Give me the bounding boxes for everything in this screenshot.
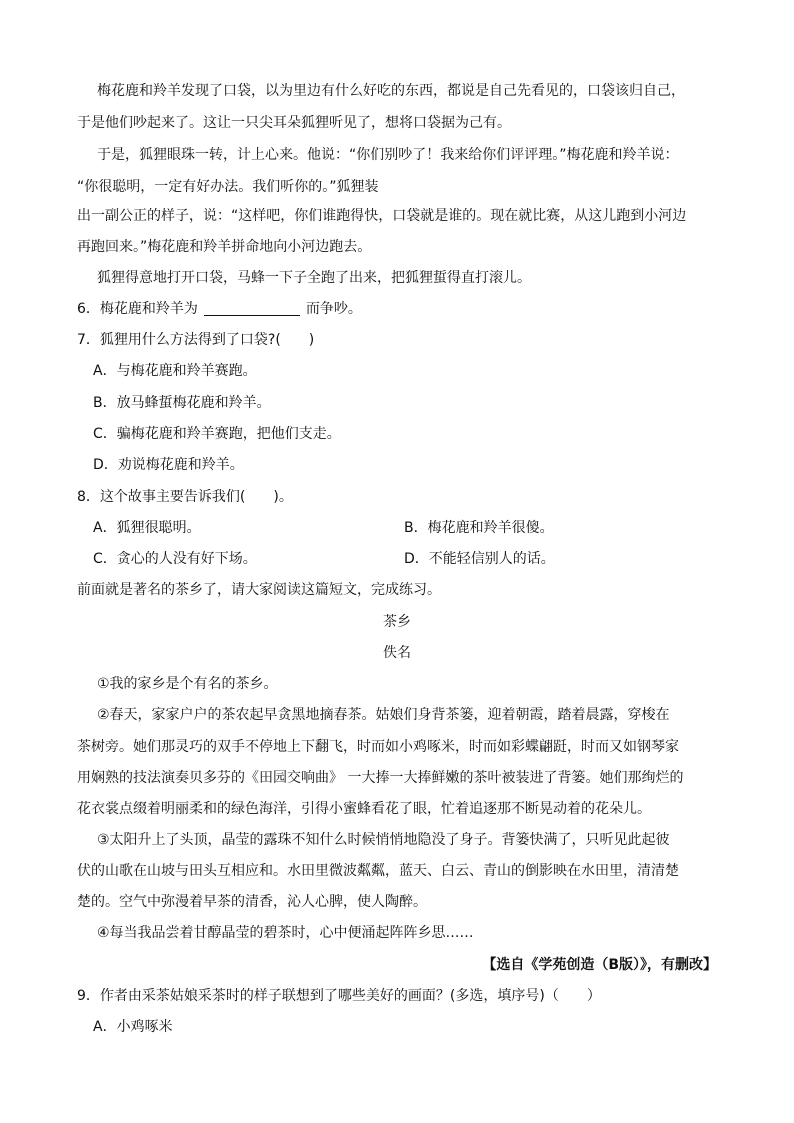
article-line: 楚的。空气中弥漫着早茶的清香，沁人心脾，使人陶醉。 — [77, 894, 427, 910]
story-line: “你很聪明，一定有好办法。我们听你的。”狐狸装 — [77, 179, 379, 195]
article-line: ①我的家乡是个有名的茶乡。 — [97, 676, 278, 692]
question-8-option-b: B．梅花鹿和羚羊很傻。 — [404, 520, 554, 536]
article-source: 【选自《学苑创造（B版）》，有删改】 — [482, 957, 717, 973]
answer-blank[interactable] — [204, 301, 300, 316]
story-line: 再跑回来。”梅花鹿和羚羊拼命地向小河边跑去。 — [77, 239, 372, 255]
article-line: 伏的山歌在山坡与田头互相应和。水田里微波粼粼，蓝天、白云、青山的倒影映在水田里，清清楚 — [77, 863, 679, 879]
story-line: 出一副公正的样子，说：“这样吧，你们谁跑得快，口袋就是谁的。现在就比赛，从这儿跑到小河边 — [77, 208, 687, 224]
article-line: ②春天，家家户户的茶农起早贪黑地摘春茶。姑娘们身背茶篓，迎着朝霞，踏着晨露，穿梭在 — [97, 707, 670, 723]
question-6-suffix: 而争吵。 — [305, 301, 362, 317]
reading-intro: 前面就是著名的茶乡了，请大家阅读这篇短文，完成练习。 — [77, 582, 441, 598]
story-line: 于是他们吵起来了。这让一只尖耳朵狐狸听见了，想将口袋据为己有。 — [77, 115, 511, 131]
question-6 — [77, 299, 362, 319]
story-line: 于是，狐狸眼珠一转，计上心来。他说：“你们别吵了！我来给你们评评理。”梅花鹿和羚羊说： — [97, 147, 679, 163]
question-7-option-d: D．劝说梅花鹿和羚羊。 — [93, 457, 244, 473]
article-line: ③太阳升上了头顶，晶莹的露珠不知什么时候悄悄地隐没了身子。背篓快满了，只听见此起彼 — [97, 832, 670, 848]
question-8-option-a: A．狐狸很聪明。 — [93, 520, 201, 536]
question-8-option-d: D．不能轻信别人的话。 — [404, 551, 555, 567]
question-7-option-c: C．骗梅花鹿和羚羊赛跑，把他们支走。 — [93, 426, 341, 442]
article-line: 用娴熟的技法演奏贝多芬的《田园交响曲》 一大捧一大捧鲜嫩的茶叶被装进了背篓。她们那绚烂的 — [77, 770, 684, 786]
article-author: 佚名 — [383, 645, 411, 661]
question-7-option-a: A．与梅花鹿和羚羊赛跑。 — [93, 363, 257, 379]
question-8-stem: 8．这个故事主要告诉我们( )。 — [77, 489, 293, 505]
article-title: 茶乡 — [383, 614, 411, 630]
article-line: ④每当我品尝着甘醇晶莹的碧茶时，心中便涌起阵阵乡思…… — [97, 925, 474, 941]
question-7-option-b: B．放马蜂蜇梅花鹿和羚羊。 — [93, 395, 271, 411]
question-6-prefix: 6．梅花鹿和羚羊为 — [77, 301, 198, 317]
article-line: 花衣裳点缀着明丽柔和的绿色海洋，引得小蜜蜂看花了眼，忙着追逐那不断晃动着的花朵儿。 — [77, 801, 651, 817]
question-9-option-a: A．小鸡啄米 — [93, 1019, 173, 1035]
article-line: 茶树旁。她们那灵巧的双手不停地上下翻飞，时而如小鸡啄米，时而如彩蝶翩跹，时而又如钢琴家 — [77, 739, 679, 755]
question-7-stem: 7．狐狸用什么方法得到了口袋?( ) — [77, 332, 315, 348]
story-line: 梅花鹿和羚羊发现了口袋，以为里边有什么好吃的东西，都说是自己先看见的，口袋该归自己， — [97, 83, 685, 99]
question-9-stem: 9．作者由采茶姑娘采茶时的样子联想到了哪些美好的画面？(多选，填序号)（ ） — [77, 988, 601, 1004]
question-8-option-c: C．贪心的人没有好下场。 — [93, 551, 257, 567]
story-line: 狐狸得意地打开口袋，马蜂一下子全跑了出来，把狐狸蜇得直打滚儿。 — [97, 270, 531, 286]
